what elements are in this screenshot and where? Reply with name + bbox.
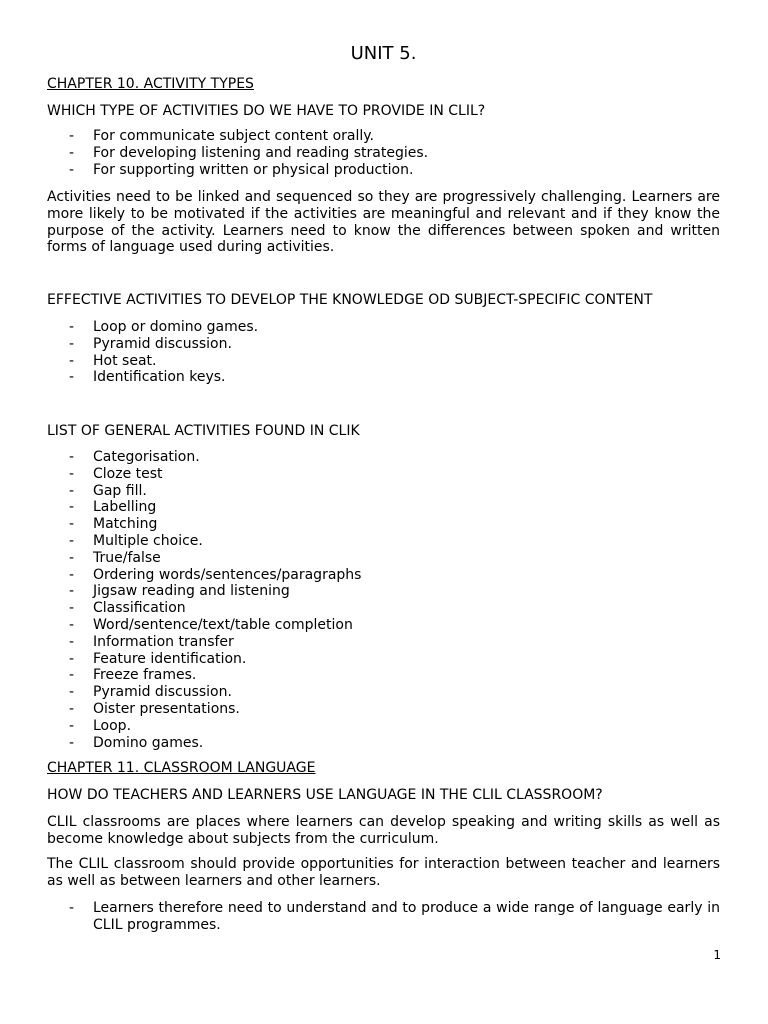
dash-marker: -: [69, 369, 75, 386]
page-number: 1: [713, 948, 721, 962]
list-item-text: Categorisation.: [93, 449, 200, 465]
list-item-text: Feature identification.: [93, 650, 247, 667]
list-item: [47, 667, 720, 684]
list-item-text: For communicate subject content orally.: [93, 128, 374, 144]
dash-marker: -: [69, 516, 75, 533]
list-item-text: Hot seat.: [93, 352, 157, 369]
dash-marker: -: [69, 616, 75, 633]
list-item-text: Loop or domino games.: [93, 319, 259, 335]
list-item-text: Multiple choice.: [93, 532, 203, 549]
list-item-text: Information transfer: [93, 633, 234, 650]
classroom-paragraph-1: CLIL classrooms are places where learners can develop speaking and writing skills as well as become knowledge about subjects from the curriculum.: [47, 814, 720, 847]
list-item: [47, 550, 720, 567]
dash-marker: -: [69, 449, 75, 465]
list-item: [47, 718, 720, 735]
list-item-text: Word/sentence/text/table completion: [93, 616, 353, 633]
classroom-paragraph-2: The CLIL classroom should provide opportunities for interaction between teacher and learners as well as between learners and other learners.: [47, 856, 720, 889]
dash-marker: -: [69, 566, 75, 583]
purposes-list: [47, 128, 720, 178]
dash-marker: -: [69, 144, 75, 161]
list-item-text: Ordering words/sentences/paragraphs: [93, 566, 362, 583]
list-item-text: Classification: [93, 600, 186, 617]
general-activities-heading: LIST OF GENERAL ACTIVITIES FOUND IN CLIK: [47, 423, 360, 439]
effective-activities-heading: EFFECTIVE ACTIVITIES TO DEVELOP THE KNOWLEDGE OD SUBJECT-SPECIFIC CONTENT: [47, 292, 653, 308]
list-item-text: Identification keys.: [93, 369, 226, 386]
list-item: [47, 600, 720, 617]
list-item: [47, 533, 720, 550]
list-item: [47, 900, 720, 934]
list-item-text: Freeze frames.: [93, 667, 197, 684]
chapter-11-question: HOW DO TEACHERS AND LEARNERS USE LANGUAGE IN THE CLIL CLASSROOM?: [47, 787, 603, 803]
list-item-text: For supporting written or physical production.: [93, 161, 414, 178]
list-item-text: Loop.: [93, 717, 132, 734]
dash-marker: -: [69, 667, 75, 684]
list-item: [47, 567, 720, 584]
list-item: [47, 684, 720, 701]
dash-marker: -: [69, 600, 75, 617]
list-item: [47, 735, 720, 752]
list-item: [47, 701, 720, 718]
dash-marker: -: [69, 465, 75, 482]
list-item-text: Domino games.: [93, 734, 204, 751]
list-item: [47, 466, 720, 483]
effective-activities-list: [47, 319, 720, 386]
dash-marker: -: [69, 650, 75, 667]
list-item: [47, 651, 720, 668]
list-item-text: Oister presentations.: [93, 700, 240, 717]
list-item-text: Pyramid discussion.: [93, 335, 232, 352]
classroom-language-list: [47, 900, 720, 934]
list-item-text: Gap fill.: [93, 482, 147, 499]
list-item-text: For developing listening and reading strategies.: [93, 144, 429, 161]
dash-marker: -: [69, 900, 75, 916]
list-item: [47, 617, 720, 634]
list-item: [47, 634, 720, 651]
dash-marker: -: [69, 734, 75, 751]
dash-marker: -: [69, 717, 75, 734]
list-item-text: Pyramid discussion.: [93, 684, 232, 701]
dash-marker: -: [69, 532, 75, 549]
chapter-10-question: WHICH TYPE OF ACTIVITIES DO WE HAVE TO PROVIDE IN CLIL?: [47, 103, 486, 119]
list-item: [47, 145, 720, 162]
list-item-text: True/false: [93, 549, 161, 566]
dash-marker: -: [69, 161, 75, 178]
chapter-11-heading: CHAPTER 11. CLASSROOM LANGUAGE: [47, 760, 316, 776]
list-item: [47, 499, 720, 516]
dash-marker: -: [69, 335, 75, 352]
list-item: [47, 162, 720, 179]
dash-marker: -: [69, 352, 75, 369]
list-item: [47, 319, 720, 336]
dash-marker: -: [69, 633, 75, 650]
dash-marker: -: [69, 482, 75, 499]
dash-marker: -: [69, 583, 75, 600]
general-activities-list: [47, 449, 720, 751]
list-item: [47, 583, 720, 600]
dash-marker: -: [69, 128, 75, 144]
dash-marker: -: [69, 700, 75, 717]
chapter-10-heading: CHAPTER 10. ACTIVITY TYPES: [47, 76, 254, 92]
activities-paragraph: Activities need to be linked and sequenced so they are progressively challenging. Learners are more likely to be motivated if the activities are meaningful and relevant and if they know the purpose of the activity. Learners need to know the differences between spoken and written forms of language used during activities.: [47, 189, 720, 256]
list-item: [47, 516, 720, 533]
dash-marker: -: [69, 684, 75, 701]
list-item: [47, 353, 720, 370]
list-item: [47, 369, 720, 386]
list-item-text: Matching: [93, 516, 158, 533]
list-item: [47, 483, 720, 500]
dash-marker: -: [69, 319, 75, 335]
list-item-text: Learners therefore need to understand and to produce a wide range of language early in CLIL programmes.: [93, 900, 720, 933]
dash-marker: -: [69, 499, 75, 516]
list-item-text: Labelling: [93, 499, 157, 516]
page-title: UNIT 5.: [350, 43, 417, 64]
dash-marker: -: [69, 549, 75, 566]
list-item-text: Cloze test: [93, 465, 163, 482]
list-item: [47, 336, 720, 353]
list-item: [47, 128, 720, 145]
list-item: [47, 449, 720, 466]
list-item-text: Jigsaw reading and listening: [93, 583, 290, 600]
